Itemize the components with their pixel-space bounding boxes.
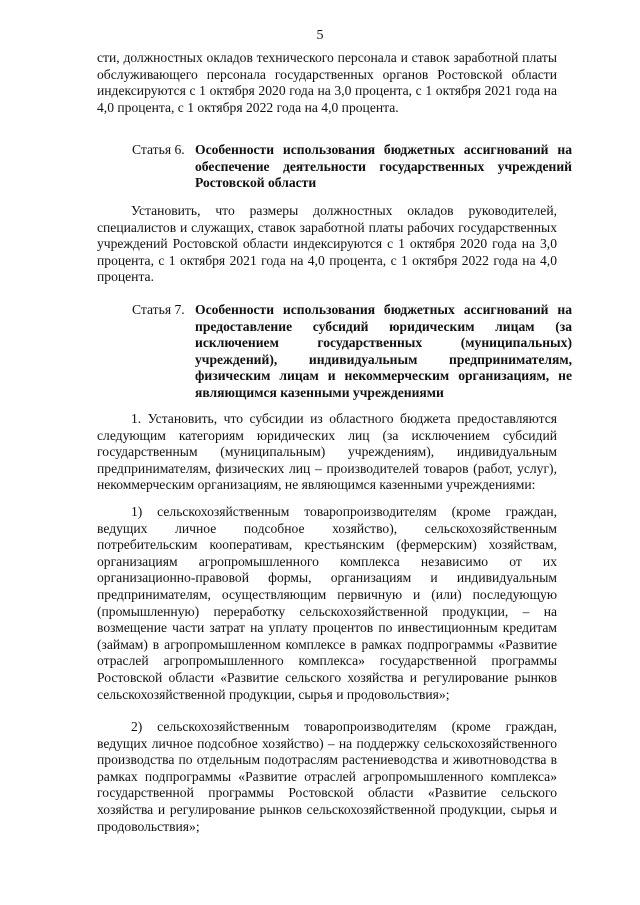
page-number: 5 [316,28,324,43]
article-7-paragraph-1: 1. Установить, что субсидии из областного бюджета предоставляются следующим категориям юридических лиц (за исключением субсидий государственным (муниципальным) учреждениям), индивидуальным предпринимателям, физических лиц – производителей товаров (работ, услуг), некоммерческим организациям, не являющимся казенными учреждениями: [97,411,557,493]
article-6-label: Статья 6. [132,142,185,157]
article-7-heading: Особенности использования бюджетных ассигнований на предоставление субсидий юридическим лицам (за исключением государственных (муниципальных) учреждений), индивидуальным предпринимателям, физическим лицам и некоммерческим организациям, не являющимся казенными учреждениями [195,302,572,400]
article-6-title [132,142,572,192]
article-7-title [132,302,572,402]
intro-paragraph: сти, должностных окладов технического персонала и ставок заработной платы обслуживающего персонала государственных органов Ростовской области индексируются с 1 октября 2020 года на 3,0 процента, с 1 октября 2021 года на 4,0 процента, с 1 октября 2022 года на 4,0 процента. [97,50,557,115]
article-6-text: Установить, что размеры должностных окладов руководителей, специалистов и служащих, ставок заработной платы рабочих государственных учреждений Ростовской области индексируются с 1 октября 2020 года на 3,0 процента, с 1 октября 2021 года на 4,0 процента, с 1 октября 2022 года на 4,0 процента. [97,203,557,285]
article-7-item-2: 2) сельскохозяйственным товаропроизводителям (кроме граждан, ведущих личное подсобное хозяйство) – на поддержку сельскохозяйственного производства по отдельным подотраслям растениеводства и животноводства в рамках подпрограммы «Развитие отраслей агропромышленного комплекса» государственной программы Ростовской области «Развитие сельского хозяйства и регулирование рынков сельскохозяйственной продукции, сырья и продовольствия»; [97,719,557,834]
article-7-item-1: 1) сельскохозяйственным товаропроизводителям (кроме граждан, ведущих личное подсобное хозяйство), сельскохозяйственным потребительским кооперативам, крестьянским (фермерским) хозяйствам, организациям агропромышленного комплекса независимо от их организационно-правовой формы, организациям и индивидуальным предпринимателям, осуществляющим первичную и (или) последующую (промышленную) переработку сельскохозяйственной продукции, – на возмещение части затрат на уплату процентов по инвестиционным кредитам (займам) в агропромышленном комплексе в рамках подпрограммы «Развитие отраслей агропромышленного комплекса» государственной программы Ростовской области «Развитие сельского хозяйства и регулирование рынков сельскохозяйственной продукции, сырья и продовольствия»; [97,504,557,702]
article-7-label: Статья 7. [132,302,185,317]
article-6-heading: Особенности использования бюджетных ассигнований на обеспечение деятельности государственных учреждений Ростовской области [195,142,572,191]
